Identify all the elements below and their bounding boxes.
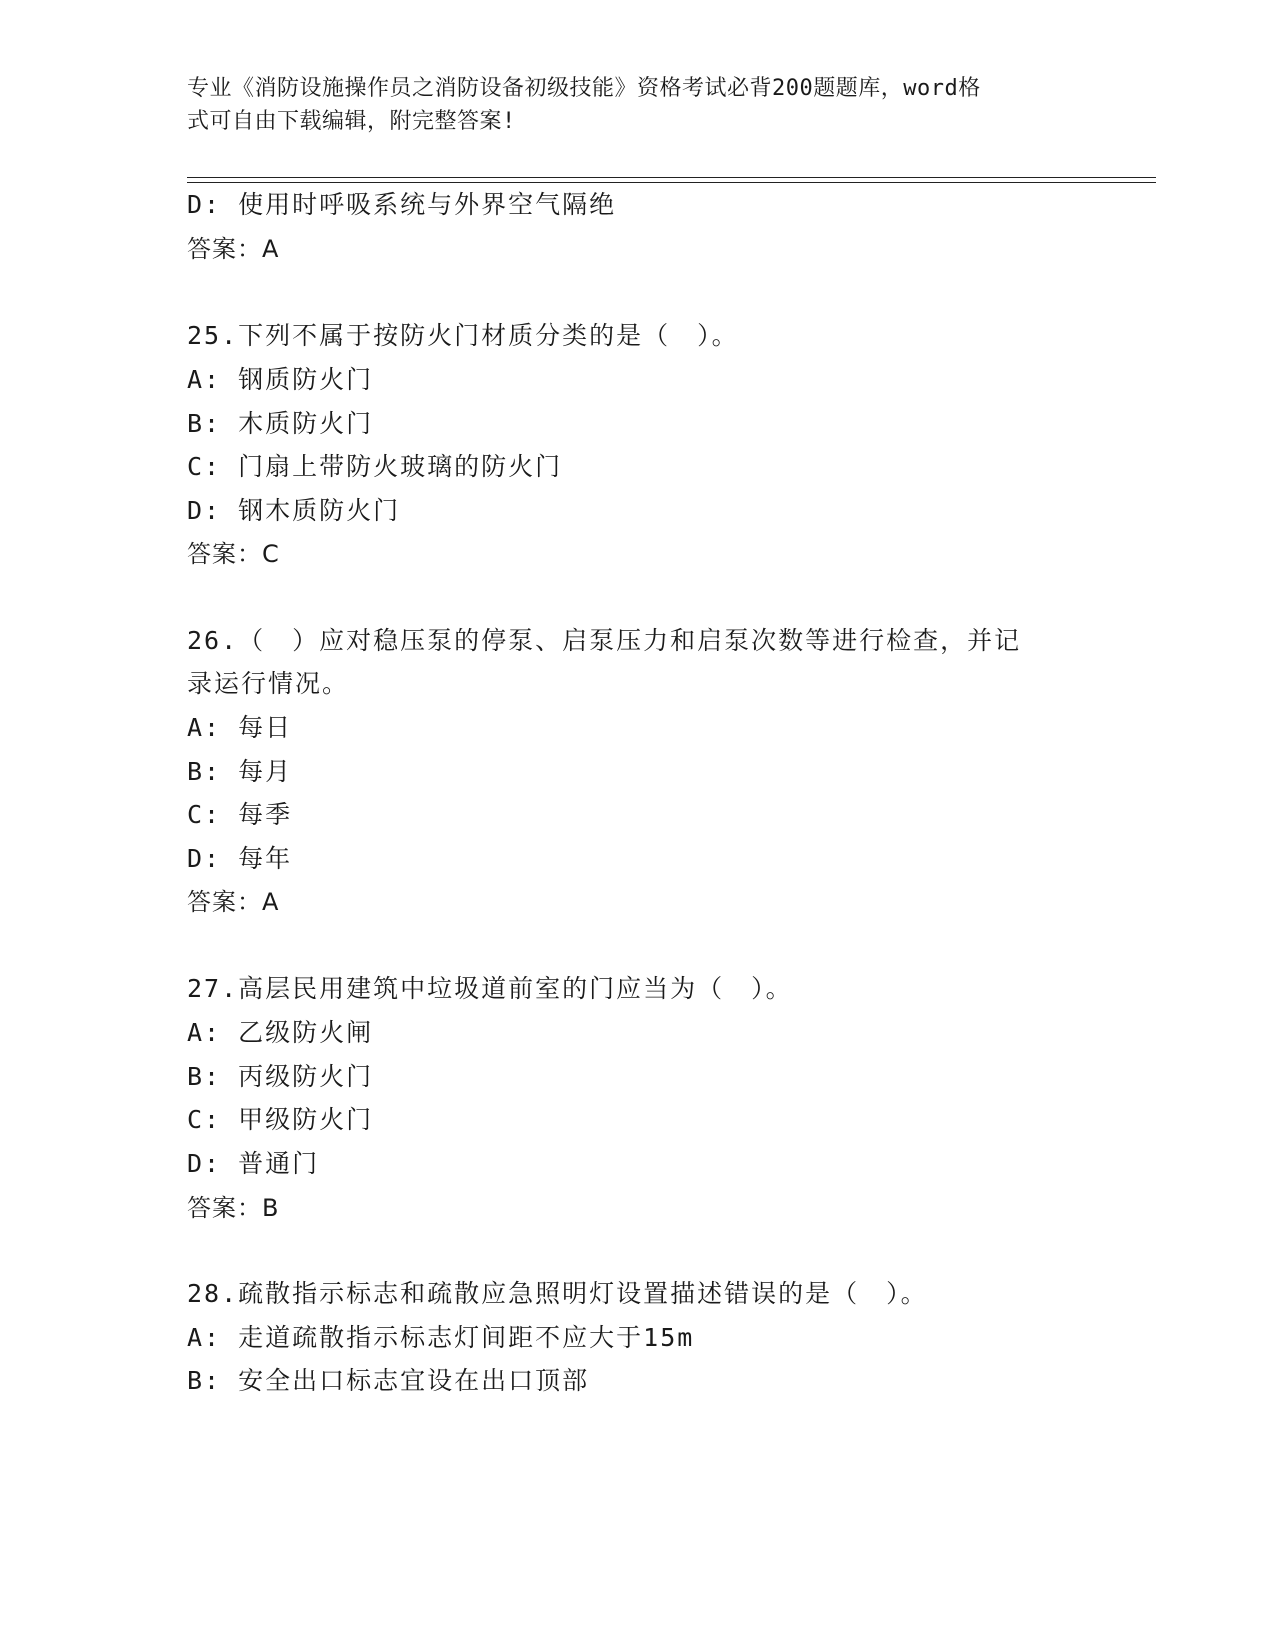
question-27-option-b: B: 丙级防火门 xyxy=(187,1062,374,1091)
header-line-1: 专业《消防设施操作员之消防设备初级技能》资格考试必背200题题库，word格 xyxy=(187,76,981,101)
header-line-2: 式可自由下载编辑，附完整答案! xyxy=(187,109,516,134)
question-26-stem-line-2: 录运行情况。 xyxy=(187,669,350,698)
question-27-option-d: D: 普通门 xyxy=(187,1149,320,1178)
question-25-answer: 答案：C xyxy=(187,540,280,568)
prev-answer: 答案：A xyxy=(187,235,280,263)
question-25-option-c: C: 门扇上带防火玻璃的防火门 xyxy=(187,452,563,481)
question-26-stem-line-1: 26.（ ）应对稳压泵的停泵、启泵压力和启泵次数等进行检查，并记 xyxy=(187,626,1022,655)
question-28-option-a: A: 走道疏散指示标志灯间距不应大于15m xyxy=(187,1323,695,1352)
header-divider-top xyxy=(187,177,1156,178)
question-26-option-b: B: 每月 xyxy=(187,757,293,786)
question-26-option-a: A: 每日 xyxy=(187,713,293,742)
question-26-option-d: D: 每年 xyxy=(187,844,293,873)
question-25-option-b: B: 木质防火门 xyxy=(187,409,374,438)
question-28-option-b: B: 安全出口标志宜设在出口顶部 xyxy=(187,1366,590,1395)
question-27-option-a: A: 乙级防火闸 xyxy=(187,1018,374,1047)
question-25-option-d: D: 钢木质防火门 xyxy=(187,496,401,525)
question-27-answer: 答案：B xyxy=(187,1194,280,1222)
prev-option-d: D: 使用时呼吸系统与外界空气隔绝 xyxy=(187,190,617,219)
question-25-stem: 25.下列不属于按防火门材质分类的是（ ）。 xyxy=(187,321,739,350)
question-27-stem: 27.高层民用建筑中垃圾道前室的门应当为（ ）。 xyxy=(187,974,793,1003)
question-27-option-c: C: 甲级防火门 xyxy=(187,1105,374,1134)
question-26-answer: 答案：A xyxy=(187,888,280,916)
document-header xyxy=(187,72,1067,138)
header-divider-bottom xyxy=(187,182,1156,183)
question-26-option-c: C: 每季 xyxy=(187,800,293,829)
question-25-option-a: A: 钢质防火门 xyxy=(187,365,374,394)
question-28-stem: 28.疏散指示标志和疏散应急照明灯设置描述错误的是（ ）。 xyxy=(187,1279,928,1308)
